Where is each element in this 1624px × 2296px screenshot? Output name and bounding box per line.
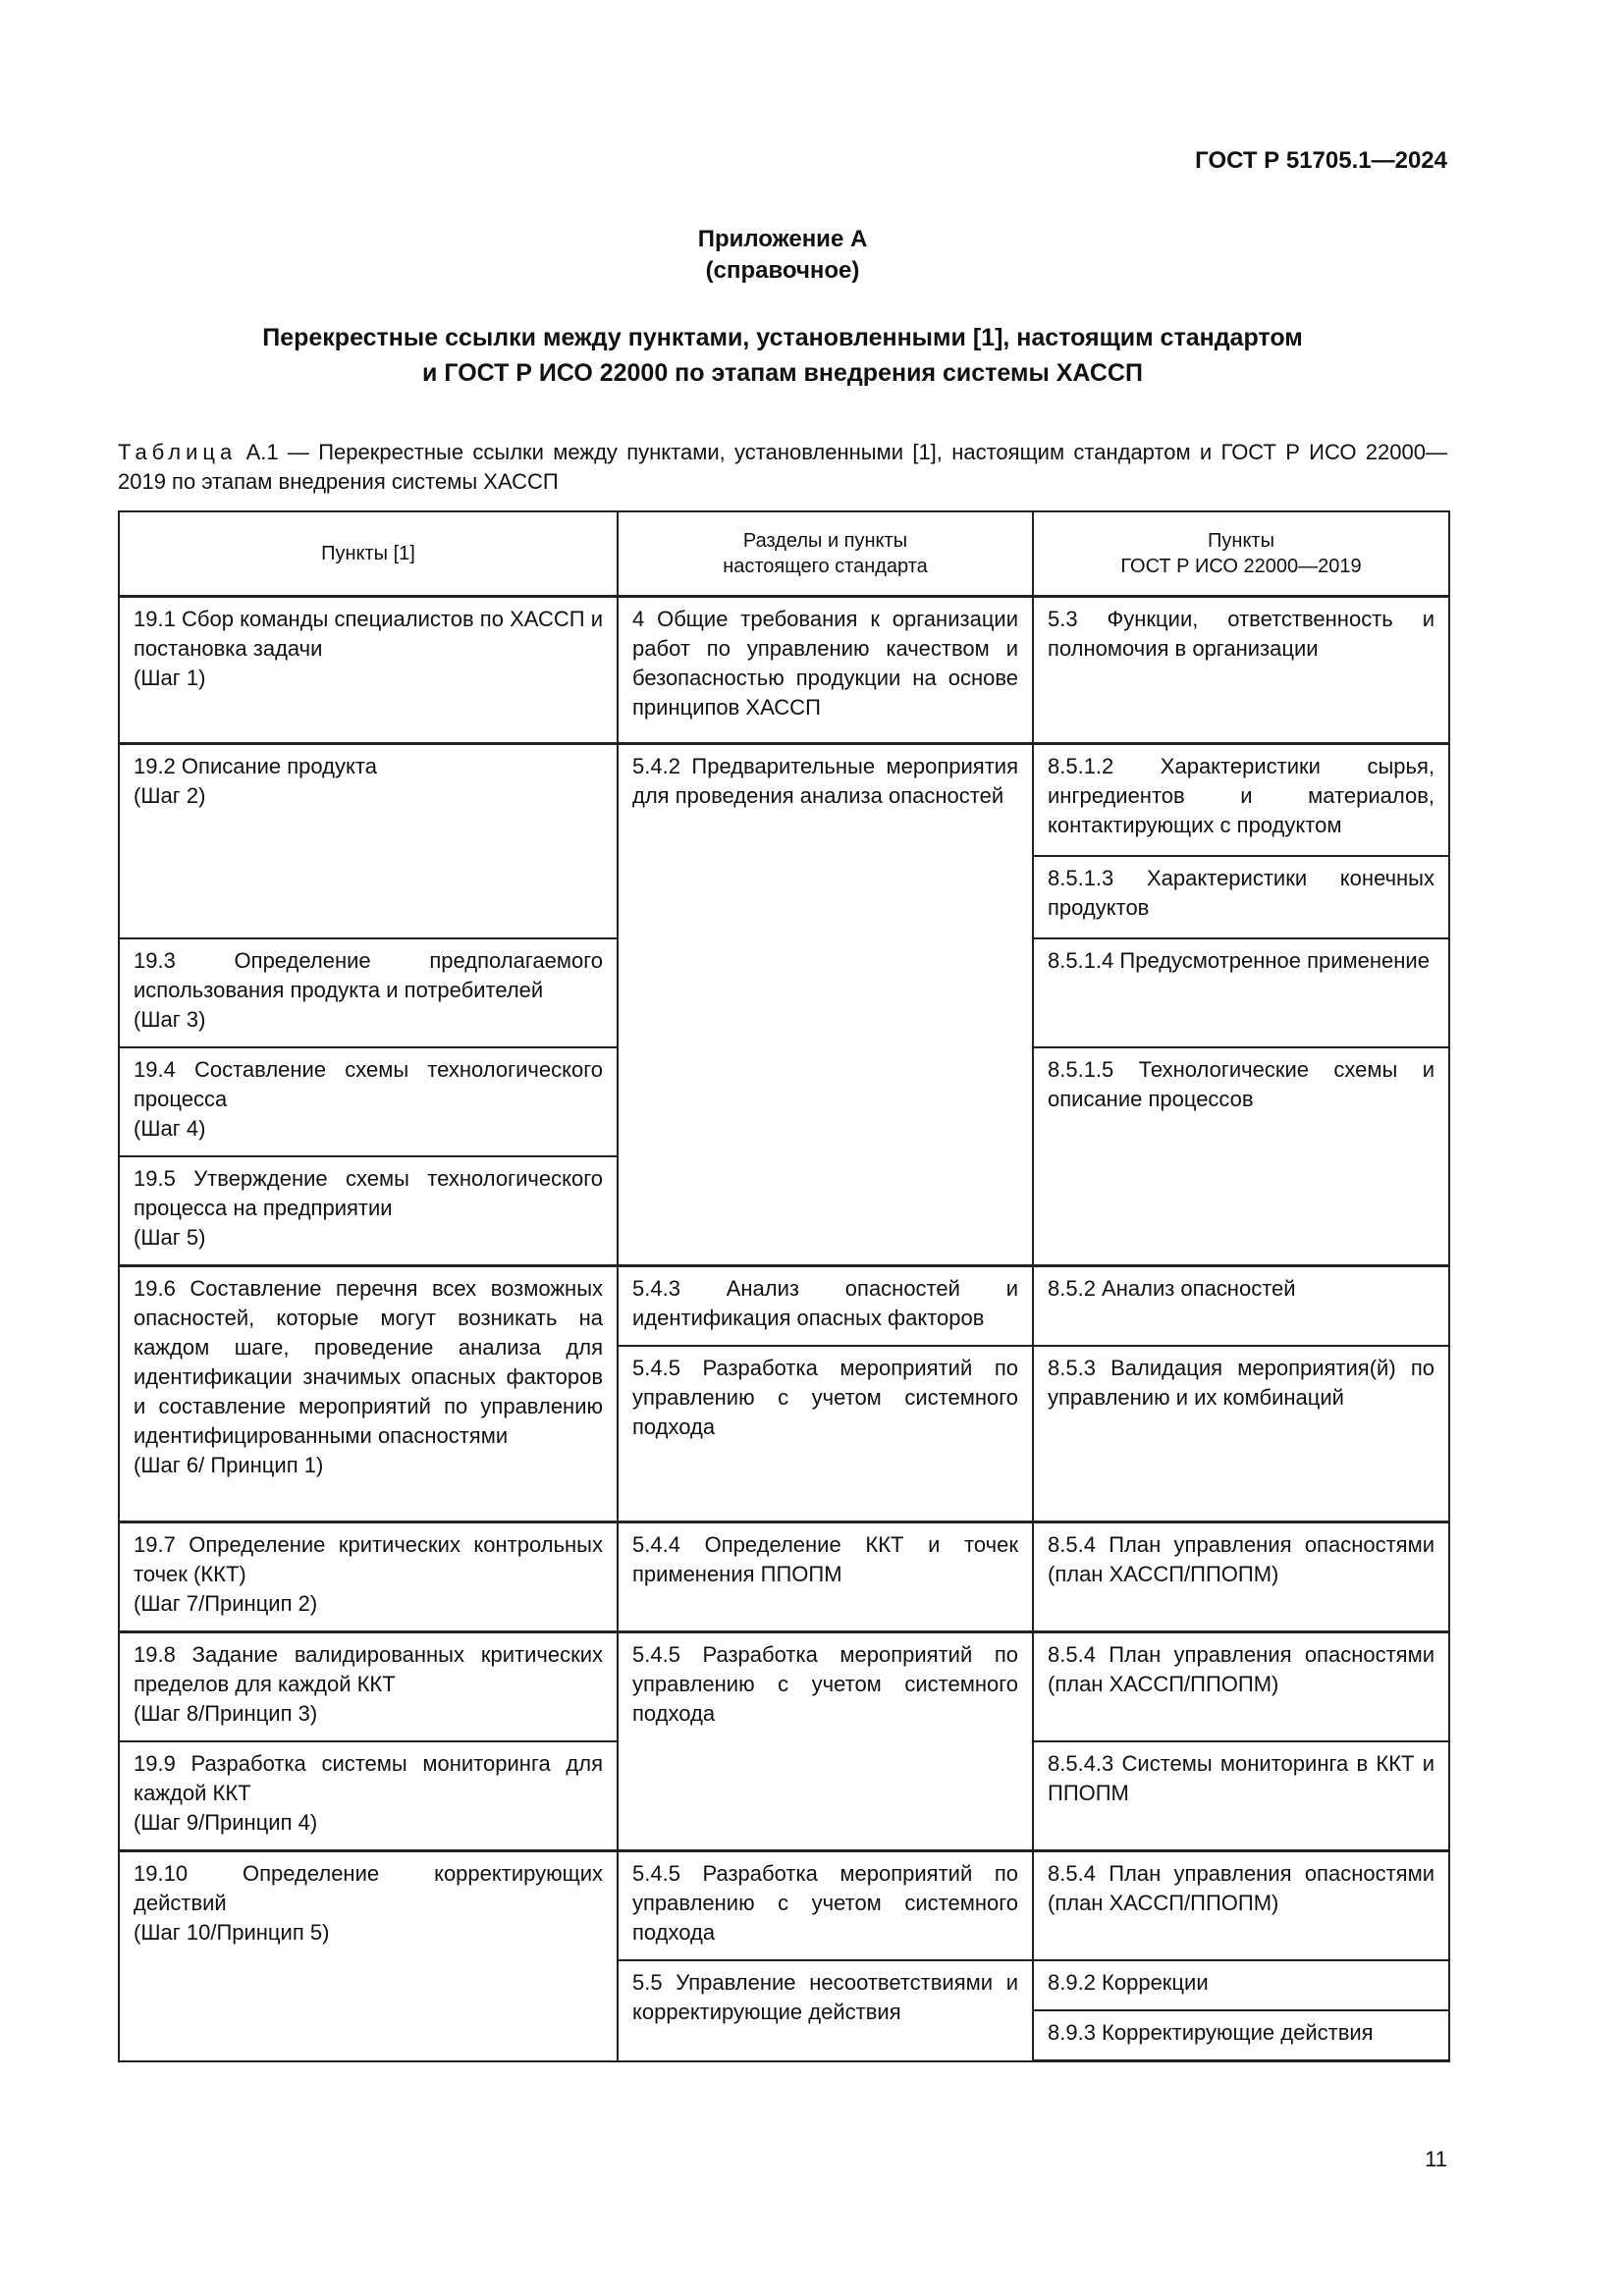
annex-status: (справочное) [705, 257, 860, 284]
annex-heading [0, 224, 1565, 287]
cell-8-5-1-2: 8.5.1.2 Характеристики сырья, ингредиентов и материалов, контактирующих с продуктом [1033, 744, 1449, 857]
annex-title [0, 320, 1565, 391]
cross-reference-table [118, 510, 1450, 2062]
cell-19-3: 19.3 Определение предполагаемого использования продукта и потребителей (Шаг 3) [119, 938, 618, 1047]
cell-8-5-4-a: 8.5.4 План управления опасностями (план ХАССП/ППОПМ) [1033, 1522, 1449, 1632]
cell-8-5-1-4: 8.5.1.4 Предусмотренное применение [1033, 938, 1449, 1047]
table-row [119, 1266, 1449, 1347]
cell-19-10: 19.10 Определение корректирующих действий (Шаг 10/Принцип 5) [119, 1851, 618, 2061]
cell-19-5: 19.5 Утверждение схемы технологического процесса на предприятии (Шаг 5) [119, 1156, 618, 1266]
cell-19-7: 19.7 Определение критических контрольных точек (ККТ) (Шаг 7/Принцип 2) [119, 1522, 618, 1632]
cell-5-4-4: 5.4.4 Определение ККТ и точек применения ППОПМ [618, 1522, 1033, 1632]
header-col-standard: Разделы и пункты настоящего стандарта [618, 511, 1033, 597]
table-header-row [119, 511, 1449, 597]
cell-19-6: 19.6 Составление перечня всех возможных опасностей, которые могут возникать на каждом шаге, проведение анализа для идентификации значимых опасных факторов и составление мероприятий по управлению идентифицированными опасностями (Шаг 6/ Принцип 1) [119, 1266, 618, 1522]
cell-19-8: 19.8 Задание валидированных критических пределов для каждой ККТ (Шаг 8/Принцип 3) [119, 1632, 618, 1742]
cell-8-5-3: 8.5.3 Валидация мероприятия(й) по управлению и их комбинаций [1033, 1346, 1449, 1522]
annex-title-line2: и ГОСТ Р ИСО 22000 по этапам внедрения системы ХАССП [422, 359, 1143, 387]
cell-4: 4 Общие требования к организации работ по управлению качеством и безопасностью продукции на основе принципов ХАССП [618, 597, 1033, 744]
table-row [119, 744, 1449, 857]
header-col-iso: Пункты ГОСТ Р ИСО 22000—2019 [1033, 511, 1449, 597]
cell-5-4-5-c: 5.4.5 Разработка мероприятий по управлению с учетом системного подхода [618, 1851, 1033, 1961]
cell-8-5-4-b: 8.5.4 План управления опасностями (план ХАССП/ППОПМ) [1033, 1632, 1449, 1742]
cell-8-9-3: 8.9.3 Корректирующие действия [1033, 2010, 1449, 2061]
cell-5-4-3: 5.4.3 Анализ опасностей и идентификация опасных факторов [618, 1266, 1033, 1347]
cell-8-5-1-3: 8.5.1.3 Характеристики конечных продуктов [1033, 856, 1449, 938]
cell-5-5: 5.5 Управление несоответствиями и корректирующие действия [618, 1960, 1033, 2061]
cell-8-5-4-c: 8.5.4 План управления опасностями (план ХАССП/ППОПМ) [1033, 1851, 1449, 1961]
header-col-points: Пункты [1] [119, 511, 618, 597]
table-row [119, 597, 1449, 744]
cell-19-4: 19.4 Составление схемы технологического процесса (Шаг 4) [119, 1047, 618, 1156]
cell-5-4-2: 5.4.2 Предварительные мероприятия для проведения анализа опасностей [618, 744, 1033, 1266]
cell-5-4-5-b: 5.4.5 Разработка мероприятий по управлению с учетом системного подхода [618, 1632, 1033, 1851]
table-caption [118, 438, 1447, 497]
cell-5-4-5-a: 5.4.5 Разработка мероприятий по управлению с учетом системного подхода [618, 1346, 1033, 1522]
cell-8-5-2: 8.5.2 Анализ опасностей [1033, 1266, 1449, 1347]
document-code: ГОСТ Р 51705.1—2024 [1195, 147, 1447, 174]
table-row [119, 1522, 1449, 1632]
table-caption-label: Таблица [118, 440, 238, 464]
cell-8-9-2: 8.9.2 Коррекции [1033, 1960, 1449, 2010]
cell-5-3: 5.3 Функции, ответственность и полномочия в организации [1033, 597, 1449, 744]
cell-19-9: 19.9 Разработка системы мониторинга для каждой ККТ (Шаг 9/Принцип 4) [119, 1741, 618, 1851]
annex-label: Приложение А [697, 226, 868, 252]
table-row [119, 1851, 1449, 1961]
table-row [119, 1632, 1449, 1742]
annex-title-line1: Перекрестные ссылки между пунктами, установленными [1], настоящим стандартом [262, 324, 1303, 351]
table-caption-text: А.1 — Перекрестные ссылки между пунктами, установленными [1], настоящим стандартом и ГОСТ Р ИСО 22000—2019 по этапам внедрения системы ХАССП [118, 440, 1447, 494]
page-number: 11 [1425, 2147, 1447, 2171]
cell-8-5-1-5: 8.5.1.5 Технологические схемы и описание процессов [1033, 1047, 1449, 1266]
cell-19-2: 19.2 Описание продукта (Шаг 2) [119, 744, 618, 939]
cell-19-1: 19.1 Сбор команды специалистов по ХАССП и постановка задачи (Шаг 1) [119, 597, 618, 744]
cell-8-5-4-3: 8.5.4.3 Системы мониторинга в ККТ и ППОПМ [1033, 1741, 1449, 1851]
